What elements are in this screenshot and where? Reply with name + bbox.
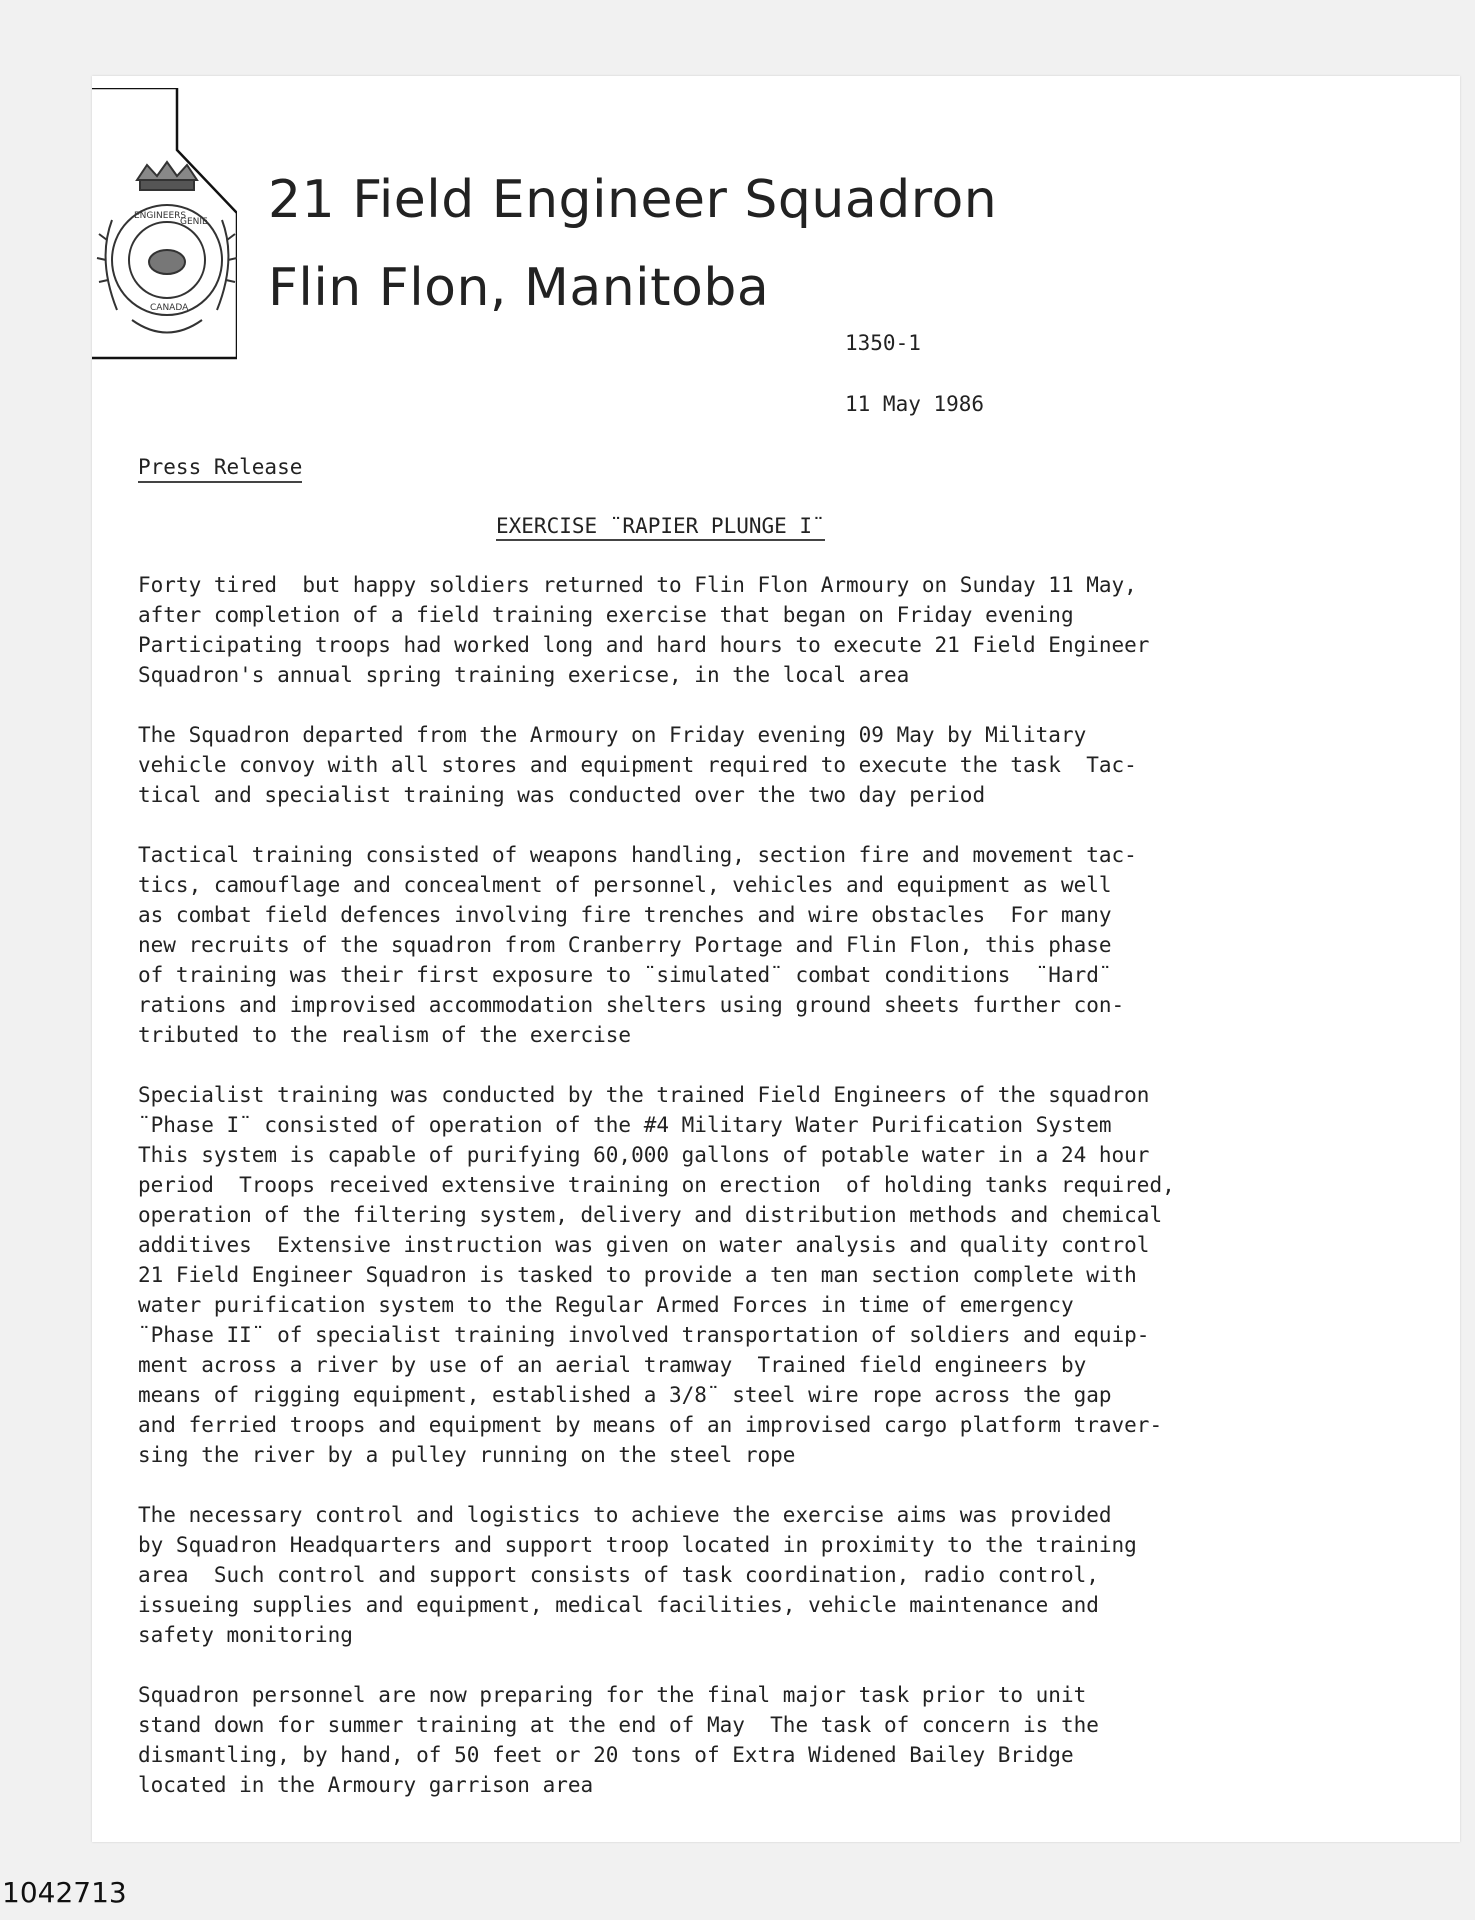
text-line: tributed to the realism of the exercise [138, 1023, 632, 1047]
text-line: period Troops received extensive training on erection of holding tanks required, [138, 1173, 1175, 1197]
text-line: Squadron's annual spring training exericse, in the local area [138, 663, 910, 687]
text-line: ment across a river by use of an aerial tramway Trained field engineers by [138, 1353, 1087, 1377]
text-line: Tactical training consisted of weapons handling, section fire and movement tac- [138, 843, 1137, 867]
engineers-crest-logo [92, 160, 237, 360]
text-line: means of rigging equipment, established a 3/8¨ steel wire rope across the gap [138, 1383, 1112, 1407]
document-type-heading: Press Release [138, 455, 302, 483]
text-line: area Such control and support consists of task coordination, radio control, [138, 1563, 1099, 1587]
letterhead-unit-name: 21 Field Engineer Squadron [268, 170, 998, 230]
archive-id-label: 1042713 [2, 1876, 127, 1909]
paragraph [138, 1680, 1383, 1800]
text-line: The necessary control and logistics to achieve the exercise aims was provided [138, 1503, 1112, 1527]
paragraph [138, 570, 1383, 690]
text-line: tics, camouflage and concealment of personnel, vehicles and equipment as well [138, 873, 1112, 897]
text-line: 21 Field Engineer Squadron is tasked to provide a ten man section complete with [138, 1263, 1137, 1287]
document-date: 11 May 1986 [845, 392, 985, 416]
text-line: Specialist training was conducted by the trained Field Engineers of the squadron [138, 1083, 1150, 1107]
text-line: This system is capable of purifying 60,000 gallons of potable water in a 24 hour [138, 1143, 1150, 1167]
paragraph [138, 1080, 1383, 1470]
crest-text-top: ENGINEERS [134, 211, 187, 221]
text-line: dismantling, by hand, of 50 feet or 20 tons of Extra Widened Bailey Bridge [138, 1743, 1074, 1767]
text-line: Squadron personnel are now preparing for the final major task prior to unit [138, 1683, 1087, 1707]
paragraph [138, 720, 1383, 810]
exercise-title: EXERCISE ¨RAPIER PLUNGE I¨ [496, 514, 825, 541]
text-line: ¨Phase II¨ of specialist training involved transportation of soldiers and equip- [138, 1323, 1150, 1347]
text-line: water purification system to the Regular Armed Forces in time of emergency [138, 1293, 1074, 1317]
text-line: after completion of a field training exercise that began on Friday evening [138, 603, 1074, 627]
text-line: Forty tired but happy soldiers returned to Flin Flon Armoury on Sunday 11 May, [138, 573, 1137, 597]
file-reference: 1350-1 [845, 331, 921, 355]
text-line: sing the river by a pulley running on the steel rope [138, 1443, 796, 1467]
text-line: rations and improvised accommodation shelters using ground sheets further con- [138, 993, 1125, 1017]
crest-text-right: GENIE [180, 217, 208, 227]
letterhead-location: Flin Flon, Manitoba [268, 258, 770, 318]
text-line: operation of the filtering system, delivery and distribution methods and chemical [138, 1203, 1163, 1227]
text-line: issueing supplies and equipment, medical facilities, vehicle maintenance and [138, 1593, 1099, 1617]
text-line: as combat field defences involving fire trenches and wire obstacles For many [138, 903, 1112, 927]
text-line: additives Extensive instruction was given on water analysis and quality control [138, 1233, 1150, 1257]
text-line: and ferried troops and equipment by means of an improvised cargo platform traver- [138, 1413, 1163, 1437]
text-line: Participating troops had worked long and hard hours to execute 21 Field Engineer [138, 633, 1150, 657]
text-line: of training was their first exposure to ¨simulated¨ combat conditions ¨Hard¨ [138, 963, 1112, 987]
paragraph [138, 840, 1383, 1050]
text-line: located in the Armoury garrison area [138, 1773, 594, 1797]
text-line: ¨Phase I¨ consisted of operation of the #4 Military Water Purification System [138, 1113, 1112, 1137]
text-line: safety monitoring [138, 1623, 353, 1647]
crest-text-bottom: CANADA [150, 303, 189, 313]
text-line: stand down for summer training at the end of May The task of concern is the [138, 1713, 1099, 1737]
text-line: vehicle convoy with all stores and equipment required to execute the task Tac- [138, 753, 1137, 777]
paragraph [138, 1500, 1383, 1650]
press-release-body [138, 570, 1383, 1830]
text-line: new recruits of the squadron from Cranberry Portage and Flin Flon, this phase [138, 933, 1112, 957]
text-line: tical and specialist training was conducted over the two day period [138, 783, 986, 807]
text-line: by Squadron Headquarters and support troop located in proximity to the training [138, 1533, 1137, 1557]
text-line: The Squadron departed from the Armoury on Friday evening 09 May by Military [138, 723, 1087, 747]
